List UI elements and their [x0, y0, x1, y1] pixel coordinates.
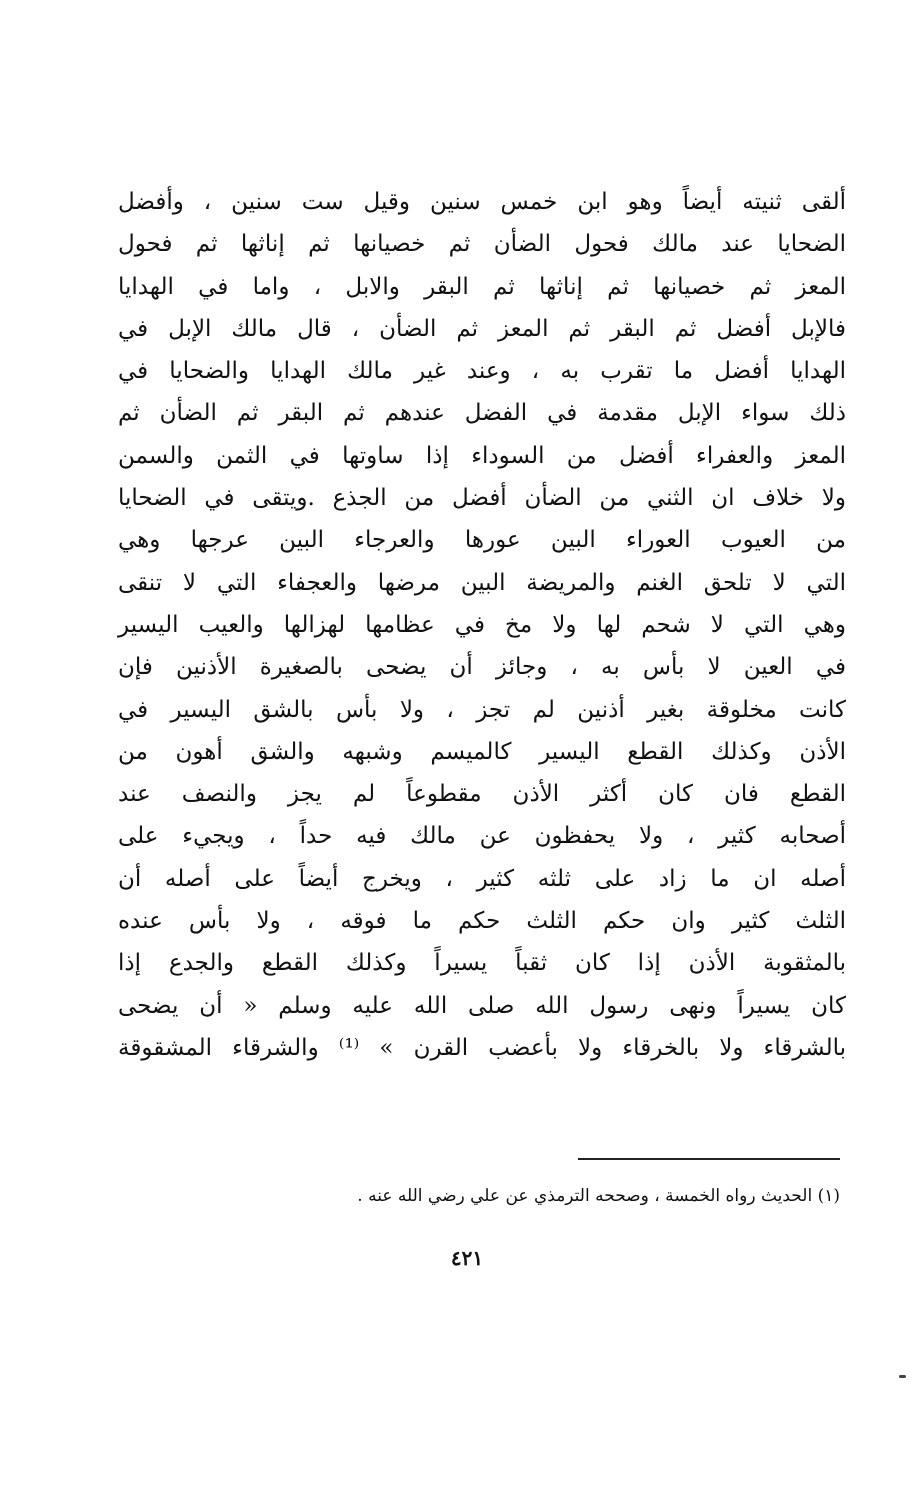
footnote-divider: [578, 1158, 840, 1160]
footnote: (١) الحديث رواه الخمسة ، وصححه الترمذي عن علي رضي الله عنه .: [357, 1186, 840, 1206]
text-line: فالإبل أفضل ثم البقر ثم المعز ثم الضأن ، قال مالك الإبل في: [118, 315, 846, 342]
scan-speck: [899, 1375, 906, 1378]
text-line: الضحايا عند مالك فحول الضأن ثم خصيانها ثم إناثها ثم فحول: [118, 231, 846, 258]
body-text: [118, 181, 846, 1069]
text-line: ألقى ثنيته أيضاً وهو ابن خمس سنين وقيل ست سنين ، وأفضل: [118, 189, 846, 215]
text-line: كان يسيراً ونهى رسول الله صلى الله عليه وسلم « أن يضحى: [118, 992, 846, 1019]
text-line: المعز ثم خصيانها ثم إناثها ثم البقر والابل ، واما في الهدايا: [118, 273, 846, 300]
text-line: المعز والعفراء أفضل من السوداء إذا ساوتها في الثمن والسمن: [118, 442, 846, 469]
text-line: التي لا تلحق الغنم والمريضة البين مرضها والعجفاء التي لا تنقى: [118, 569, 846, 596]
text-line: كانت مخلوقة بغير أذنين لم تجز ، ولا بأس بالشق اليسير في: [118, 696, 846, 723]
text-line: الثلث كثير وان حكم الثلث حكم ما فوقه ، ولا بأس عنده: [118, 908, 846, 935]
text-line: الأذن وكذلك القطع اليسير كالميسم وشبهه والشق أهون من: [118, 738, 846, 765]
text-line: في العين لا بأس به ، وجائز أن يضحى بالصغيرة الأذنين فإن: [118, 654, 846, 681]
text-line: بالمثقوبة الأذن إذا كان ثقباً يسيراً وكذلك القطع والجدع إذا: [118, 950, 846, 977]
text-line: بالشرقاء ولا بالخرقاء ولا بأعضب القرن » ⁽¹⁾ والشرقاء المشقوقة: [118, 1034, 847, 1061]
text-line: من العيوب العوراء البين عورها والعرجاء البين عرجها وهي: [118, 527, 846, 554]
text-line: أصحابه كثير ، ولا يحفظون عن مالك فيه حداً ، ويجيء على: [118, 823, 846, 850]
page-number: ٤٢١: [450, 1246, 484, 1270]
text-line: القطع فان كان أكثر الأذن مقطوعاً لم يجز والنصف عند: [118, 781, 846, 808]
text-line: وهي التي لا شحم لها ولا مخ في عظامها لهزالها والعيب اليسير: [118, 611, 846, 638]
text-line: الهدايا أفضل ما تقرب به ، وعند غير مالك الهدايا والضحايا في: [118, 358, 846, 385]
text-line: ذلك سواء الإبل مقدمة في الفضل عندهم ثم البقر ثم الضأن ثم: [118, 400, 846, 427]
text-line: أصله ان ما زاد على ثلثه كثير ، ويخرج أيضاً على أصله أن: [118, 865, 846, 892]
text-line: ولا خلاف ان الثني من الضأن أفضل من الجذع .ويتقى في الضحايا: [118, 485, 846, 512]
